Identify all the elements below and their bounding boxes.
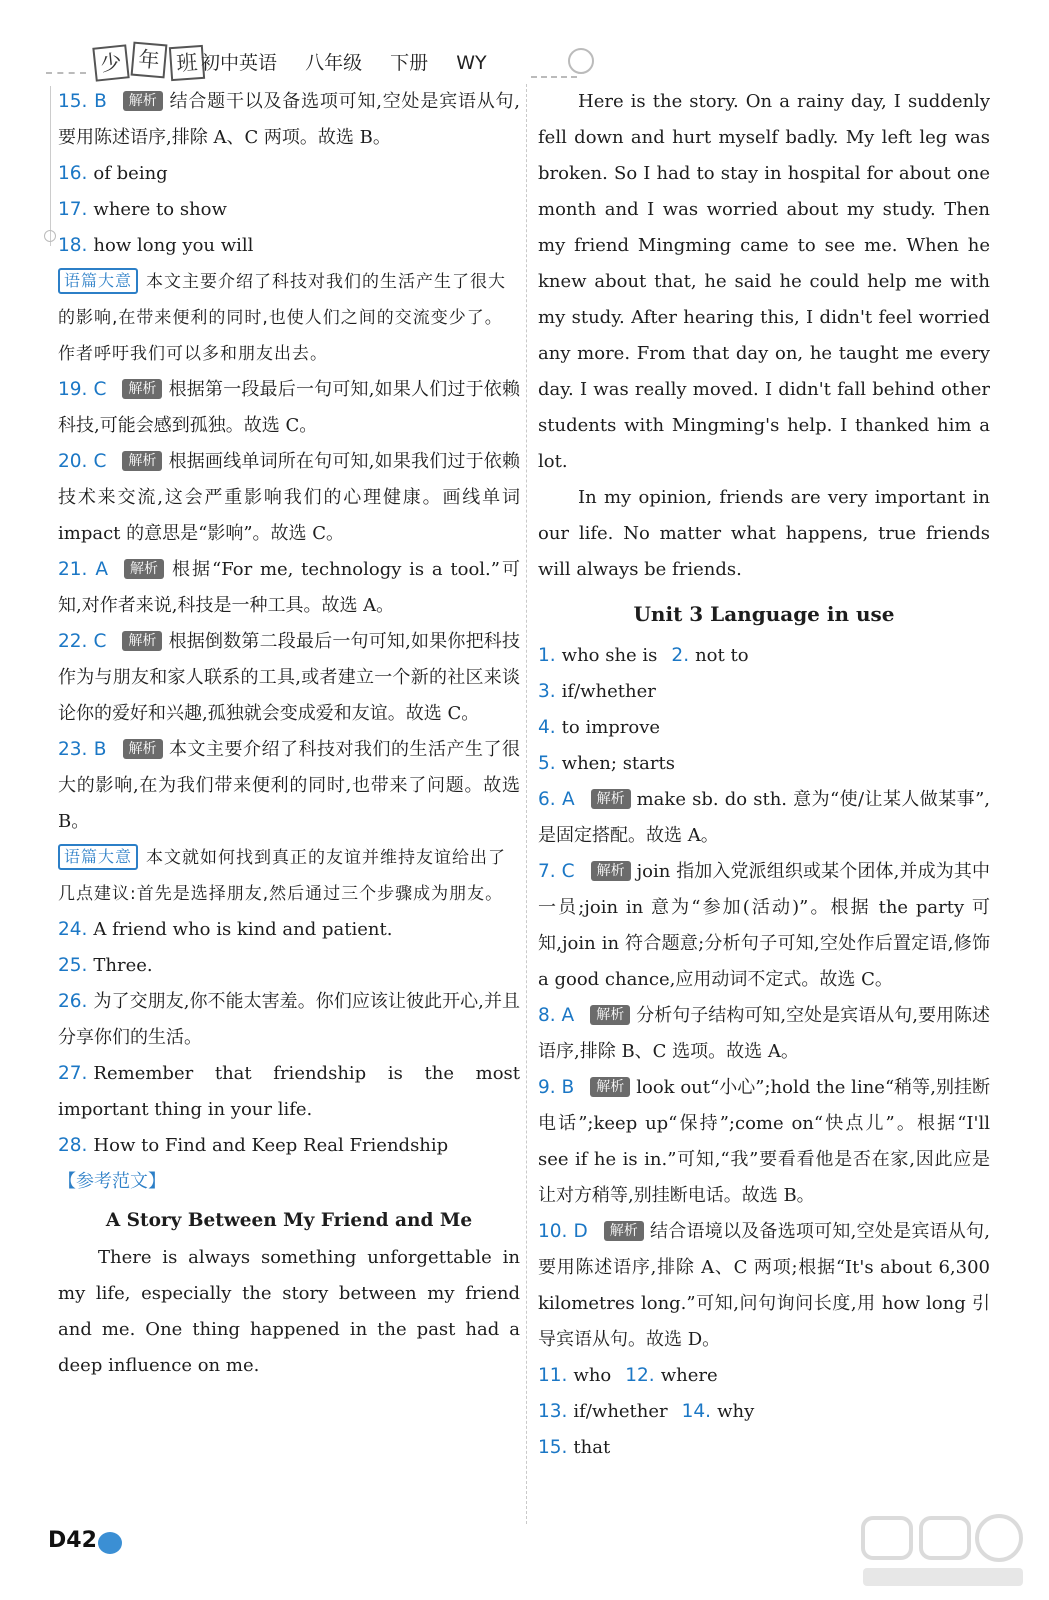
decoration-circle-icon [568, 48, 594, 74]
brand-logo [94, 46, 208, 80]
answer-number: 13. [538, 1401, 568, 1422]
answer-item [58, 624, 520, 732]
analysis-badge: 解析 [590, 1077, 630, 1097]
answer-text: if/whether [573, 1401, 668, 1422]
watermark-logo-icon [859, 1514, 1029, 1592]
answer-text: where [660, 1365, 718, 1386]
grade: 八年级 [305, 52, 363, 74]
answer-text: of being [93, 163, 168, 184]
brand-char: 年 [131, 42, 168, 79]
answer-number: 7. C [538, 861, 575, 882]
left-column [58, 84, 520, 1384]
analysis-badge: 解析 [123, 91, 163, 111]
answer-number: 8. A [538, 1005, 575, 1026]
summary-text: 本文主要介绍了科技对我们的生活产生了很大的影响,在带来便利的同时,也使人们之间的交流变少了。作者呼吁我们可以多和朋友出去。 [58, 272, 507, 364]
analysis-badge: 解析 [604, 1221, 644, 1241]
reference-essay-label: 【参考范文】 [58, 1171, 166, 1192]
brand-char: 班 [169, 45, 205, 81]
answer-item [58, 1128, 520, 1164]
answer-text: 根据第一段最后一句可知,如果人们过于依赖科技,可能会感到孤独。故选 C。 [58, 379, 520, 436]
answer-text: 结合题干以及备选项可知,空处是宾语从句,要用陈述语序,排除 A、C 两项。故选 B。 [58, 91, 520, 148]
answer-number: 16. [58, 163, 88, 184]
summary-label: 语篇大意 [58, 268, 138, 294]
answer-number: 25. [58, 955, 88, 976]
answer-text: who she is [561, 645, 658, 666]
answer-text: look out“小心”;hold the line“稍等,别挂断电话”;keep up“保持”;come on“快点儿”。根据“I'll see if he is in.”可知,“我”要看看他是否在家,因此应是让对方稍等,别挂断电话。故选 B。 [538, 1077, 990, 1206]
answer-item [58, 1056, 520, 1128]
answer-item [538, 1358, 990, 1394]
summary-text: 本文就如何找到真正的友谊并维持友谊给出了几点建议:首先是选择朋友,然后通过三个步骤成为朋友。 [58, 848, 507, 904]
page-marker-icon [98, 1532, 122, 1554]
answer-number: 12. [625, 1365, 655, 1386]
answer-number: 22. C [58, 631, 107, 652]
answer-number: 20. C [58, 451, 107, 472]
answer-number: 21. A [58, 559, 108, 580]
column-divider [526, 84, 527, 1524]
margin-decoration [50, 86, 51, 246]
answer-text: who [573, 1365, 612, 1386]
answer-item [58, 912, 520, 948]
answer-text: how long you will [93, 235, 254, 256]
answer-item [538, 638, 990, 674]
subject: 初中英语 [201, 52, 278, 74]
page-number: D42 [48, 1528, 97, 1553]
answer-number: 24. [58, 919, 88, 940]
answer-text: when; starts [561, 753, 675, 774]
answer-number: 27. [58, 1063, 88, 1084]
summary-label: 语篇大意 [58, 844, 138, 870]
passage-summary [58, 840, 520, 912]
analysis-badge: 解析 [591, 789, 631, 809]
answer-item [58, 984, 520, 1056]
essay-paragraph: In my opinion, friends are very important in our life. No matter what happens, true friends will always be friends. [538, 487, 990, 580]
answer-text: 本文主要介绍了科技对我们的生活产生了很大的影响,在为我们带来便利的同时,也带来了问题。故选 B。 [58, 739, 520, 832]
answer-text: How to Find and Keep Real Friendship [93, 1135, 449, 1156]
answer-item [58, 948, 520, 984]
answer-number: 28. [58, 1135, 88, 1156]
passage-summary [58, 264, 520, 372]
answer-item [538, 1430, 990, 1466]
answer-item [538, 998, 990, 1070]
answer-text: 根据“For me, technology is a tool.”可知,对作者来说,科技是一种工具。故选 A。 [58, 559, 520, 616]
answer-text: why [717, 1401, 755, 1422]
answer-number: 1. [538, 645, 556, 666]
answer-number: 15. B [58, 91, 107, 112]
answer-text: to improve [561, 717, 661, 738]
answer-text: Three. [93, 955, 153, 976]
answer-number: 14. [681, 1401, 712, 1422]
answer-item [538, 782, 990, 854]
answer-item [58, 84, 520, 156]
answer-text: make sb. do sth. 意为“使/让某人做某事”,是固定搭配。故选 A。 [538, 789, 990, 846]
answer-item [58, 552, 520, 624]
margin-dot-icon [44, 230, 56, 242]
answer-item [58, 444, 520, 552]
answer-item [538, 1070, 990, 1214]
header-decoration [46, 54, 86, 74]
answer-number: 26. [58, 991, 88, 1012]
analysis-badge: 解析 [124, 559, 164, 579]
analysis-badge: 解析 [122, 631, 162, 651]
answer-item [58, 228, 520, 264]
analysis-badge: 解析 [590, 1005, 630, 1025]
answer-item [58, 732, 520, 840]
answer-number: 17. [58, 199, 88, 220]
answer-text: join 指加入党派组织或某个团体,并成为其中一员;join in 意为“参加(活动)”。根据 the party 可知,join in 符合题意;分析句子可知,空处作后置定语,修饰 a good chance,应用动词不定式。故选 C。 [538, 861, 990, 990]
answer-text: not to [695, 645, 749, 666]
essay-paragraph: There is always something unforgettable in my life, especially the story between my friend and me. One thing happened in the past had a deep influence on me. [58, 1247, 520, 1376]
analysis-badge: 解析 [123, 739, 163, 759]
essay-title: A Story Between My Friend and Me [105, 1210, 473, 1231]
answer-item [58, 192, 520, 228]
answer-item [58, 156, 520, 192]
analysis-badge: 解析 [122, 379, 162, 399]
analysis-badge: 解析 [591, 861, 631, 881]
answer-number: 4. [538, 717, 556, 738]
answer-number: 3. [538, 681, 556, 702]
essay-paragraph: Here is the story. On a rainy day, I suddenly fell down and hurt myself badly. My left leg was broken. So I had to stay in hospital for about one month and I was worried about my study. Then my friend Mingming came to see me. When he knew about that, he said he could help me with my study. After hearing this, I didn't feel worried any more. From that day on, he taught me every day. I was really moved. I didn't fall behind other students with Mingming's help. I thanked him a lot. [538, 91, 990, 472]
brand-char: 少 [92, 44, 129, 81]
answer-text: 分析句子结构可知,空处是宾语从句,要用陈述语序,排除 B、C 选项。故选 A。 [538, 1005, 991, 1062]
answer-number: 11. [538, 1365, 568, 1386]
answer-number: 2. [671, 645, 690, 666]
edition: WY [456, 52, 487, 74]
answer-number: 5. [538, 753, 556, 774]
book-meta [201, 48, 509, 75]
answer-number: 10. D [538, 1221, 588, 1242]
answer-text: Remember that friendship is the most important thing in your life. [58, 1063, 520, 1120]
unit-heading: Unit 3 Language in use [633, 602, 895, 626]
answer-text: 为了交朋友,你不能太害羞。你们应该让彼此开心,并且分享你们的生活。 [58, 991, 520, 1048]
answer-text: 根据画线单词所在句可知,如果我们过于依赖技术来交流,这会严重影响我们的心理健康。画线单词 impact 的意思是“影响”。故选 C。 [58, 451, 520, 544]
answer-number: 19. C [58, 379, 107, 400]
answer-text: where to show [93, 199, 227, 220]
volume: 下册 [390, 52, 429, 74]
answer-number: 15. [538, 1437, 568, 1458]
page-header [46, 40, 606, 88]
answer-item [538, 854, 990, 998]
analysis-badge: 解析 [122, 451, 162, 471]
answer-item [538, 1214, 990, 1358]
answer-number: 23. B [58, 739, 107, 760]
right-column [538, 84, 990, 1466]
answer-item [538, 674, 990, 710]
answer-item [538, 710, 990, 746]
answer-text: A friend who is kind and patient. [93, 919, 393, 940]
answer-number: 9. B [538, 1077, 575, 1098]
answer-item [538, 746, 990, 782]
answer-number: 6. A [538, 789, 575, 810]
answer-number: 18. [58, 235, 88, 256]
answer-text: that [573, 1437, 611, 1458]
answer-text: 根据倒数第二段最后一句可知,如果你把科技作为与朋友和家人联系的工具,或者建立一个新的社区来谈论你的爱好和兴趣,孤独就会变成爱和友谊。故选 C。 [58, 631, 520, 724]
answer-item [538, 1394, 990, 1430]
answer-text: if/whether [561, 681, 656, 702]
answer-text: 结合语境以及备选项可知,空处是宾语从句,要用陈述语序,排除 A、C 两项;根据“It's about 6,300 kilometres long.”可知,问句询问长度,用 how long 引导宾语从句。故选 D。 [538, 1221, 990, 1350]
answer-item [58, 372, 520, 444]
